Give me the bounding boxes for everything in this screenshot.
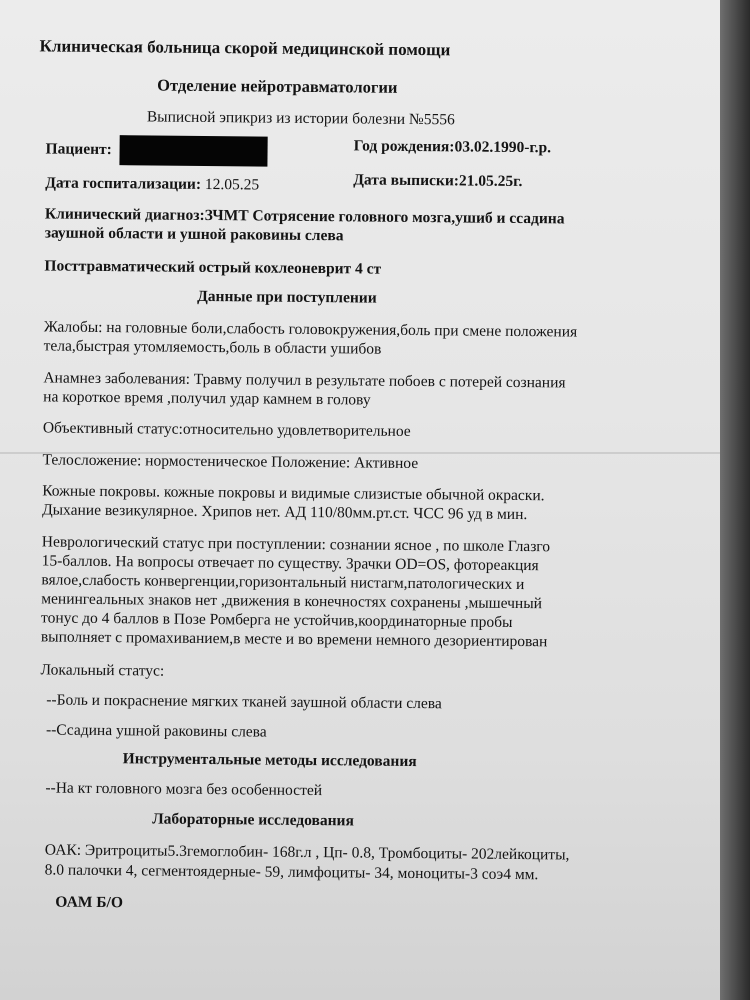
admission-heading: Данные при поступлении [197,287,377,307]
admission-value: 12.05.25 [201,175,260,194]
objective-status: Объективный статус:относительно удовлетворительное [42,419,411,440]
local-status: Локальный статус: [40,661,165,680]
neuro-line-1: Неврологический статус при поступлении: сознании ясное , по школе Глазго [41,533,551,556]
admission-date [45,173,259,195]
oam-result: ОАМ Б/О [55,893,124,912]
redacted-patient-name [119,135,267,166]
department-name: Отделение нейротравматологии [157,75,398,97]
document-title: Выписной эпикриз из истории болезни №5556 [146,108,455,129]
discharge-label: Дата выписки: [353,171,460,190]
discharge-value: 21.05.25г. [458,172,523,191]
diagnosis-line-1: Клинический диагноз:ЗЧМТ Сотрясение головного мозга,ушиб и ссадина [44,205,565,228]
complaints-line-1: Жалобы: на головные боли,слабость головокружения,боль при смене положения [43,318,578,341]
neuro-line-4: менингеальных знаков нет ,движения в конечностях сохранены ,мышечный [41,590,543,613]
birth-label: Год рождения: [353,137,455,156]
admission-label: Дата госпитализации: [45,174,202,193]
hospital-name: Клиническая больница скорой медицинской помощи [39,36,451,60]
discharge-date [353,170,522,192]
neuro-line-2: 15-баллов. На вопросы отвечает по существу. Зрачки OD=OS, фотореакция [41,552,539,575]
birth-date [354,136,552,158]
diagnosis-line-2: заушной области и ушной раковины слева [44,224,344,245]
lab-heading: Лабораторные исследования [152,810,354,830]
birth-value: 03.02.1990-г.р. [454,138,552,157]
skin-line-2: Дыхание везикулярное. Хрипов нет. АД 110/80мм.рт.ст. ЧСС 96 уд в мин. [42,501,528,524]
skin-line-1: Кожные покровы. кожные покровы и видимые слизистые обычной окраски. [42,482,545,505]
local-item-2: --Ссадина ушной раковины слева [45,721,267,741]
background-edge [720,0,750,1000]
instrumental-heading: Инструментальные методы исследования [122,750,417,771]
physique: Телосложение: нормостеническое Положение: Активное [42,451,419,473]
oak-line-2: 8.0 палочки 4, сегментоядерные- 59, лимфоциты- 34, моноциты-3 соэ4 мм. [44,861,539,884]
neuro-line-6: выполняет с промахиванием,в месте и во времени немного дезориентирован [40,628,548,651]
anamnesis-line-2: на короткое время ,получил удар камнем в голову [43,388,371,409]
neuro-line-3: вялое,слабость конвергенции,горизонтальный нистагм,патологических и [41,571,525,594]
patient-label: Пациент: [45,140,112,159]
complaints-line-2: тела,быстрая утомляемость,боль в области ушибов [43,337,382,358]
anamnesis-line-1: Анамнез заболевания: Травму получил в результате побоев с потерей сознания [43,369,566,392]
diagnosis-extra: Посттравматический острый кохлеоневрит 4 ст [44,257,382,278]
instrumental-item-1: --На кт головного мозга без особенностей [45,779,323,800]
local-item-1: --Боль и покраснение мягких тканей заушной области слева [46,691,442,713]
oak-line-1: ОАК: Эритроциты5.3гемоглобин- 168г.л , Цп- 0.8, Тромбоциты- 202лейкоциты, [44,841,570,864]
neuro-line-5: тонус до 4 баллов в Позе Ромберга не устойчив,координаторные пробы [40,609,513,631]
